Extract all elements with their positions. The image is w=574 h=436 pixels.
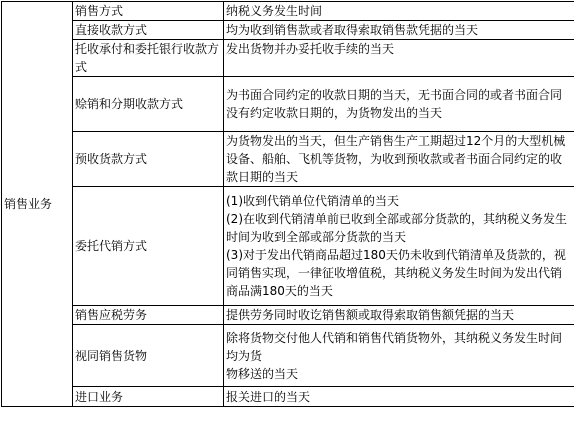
- time-cell: [224, 306, 574, 325]
- table-row: [2, 40, 574, 77]
- group-cell-sales: [2, 2, 73, 407]
- method-cell: [73, 306, 224, 325]
- table-row: [2, 306, 574, 325]
- header-time-cell: [224, 2, 574, 21]
- table-row: [2, 77, 574, 132]
- table-row: [2, 187, 574, 306]
- table-row: [2, 21, 574, 40]
- method-cell: [73, 187, 224, 306]
- method-deemed-sale: 视同销售货物: [75, 348, 148, 363]
- table-row: [2, 132, 574, 187]
- time-cell: [224, 21, 574, 40]
- time-cell: [224, 77, 574, 132]
- time-consignment-2: (2)在收到代销清单前已收到全部或部分货款的，其纳税义务发生时间为收到全部或部分货款的当天: [226, 212, 568, 244]
- header-method-cell: [73, 2, 224, 21]
- method-cell: [73, 40, 224, 77]
- method-taxable-labor: 销售应税劳务: [75, 308, 148, 322]
- method-cell: [73, 77, 224, 132]
- table-row: [2, 325, 574, 387]
- method-direct: 直接收款方式: [75, 23, 148, 37]
- time-consignment-1: (1)收到代销单位代销清单的当天: [226, 194, 399, 208]
- time-deemed-sale-1: 除将货物交付他人代销和销售代销货物外，其纳税义务发生时间均为货: [226, 330, 563, 363]
- group-cell-import: [73, 387, 224, 407]
- time-deemed-sale-2: 物移送的当天: [226, 366, 299, 381]
- method-installment: 赊销和分期收款方式: [75, 97, 184, 111]
- table-row: [2, 2, 574, 21]
- method-cell: [73, 21, 224, 40]
- time-cell: [224, 132, 574, 187]
- header-time: 纳税义务发生时间: [226, 4, 323, 18]
- tax-obligation-table: [1, 1, 574, 407]
- group-label-import: 进口业务: [75, 389, 124, 404]
- time-collection: 发出货物并办妥托收手续的当天: [226, 42, 395, 56]
- method-prepayment: 预收货款方式: [75, 152, 148, 166]
- time-cell: [224, 187, 574, 306]
- time-prepayment: 为货物发出的当天，但生产销售生产工期超过12个月的大型机械设备、船舶、飞机等货物，为收到预收款或者书面合同约定的收款日期的当天: [226, 134, 566, 184]
- table-row: [2, 387, 574, 407]
- time-import: 报关进口的当天: [226, 389, 311, 404]
- group-label-sales: 销售业务: [4, 197, 53, 211]
- import-time-cell: [224, 387, 574, 407]
- header-method: 销售方式: [75, 4, 124, 18]
- method-collection: 托收承付和委托银行收款方式: [75, 42, 220, 74]
- method-cell: [73, 325, 224, 387]
- time-direct: 均为收到销售款或者取得索取销售款凭据的当天: [226, 23, 479, 37]
- method-cell: [73, 132, 224, 187]
- method-consignment: 委托代销方式: [75, 239, 148, 253]
- time-installment: 为书面合同约定的收款日期的当天，无书面合同的或者书面合同没有约定收款日期的，为货物发出的当天: [226, 88, 563, 120]
- time-consignment-3: (3)对于发出代销商品超过180天仍未收到代销清单及货款的，视同销售实现，一律征收增值税，其纳税义务发生时间为发出代销商品满180天的当天: [226, 248, 566, 298]
- time-taxable-labor: 提供劳务同时收讫销售额或取得索取销售额凭据的当天: [226, 308, 515, 322]
- time-cell: [224, 40, 574, 77]
- time-cell: [224, 325, 574, 387]
